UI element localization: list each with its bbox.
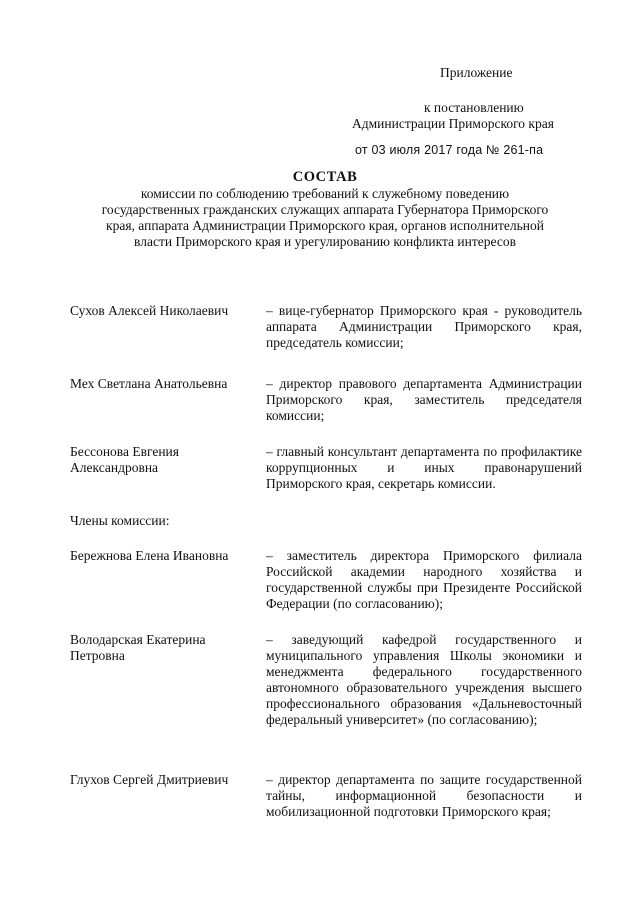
members-section-label: Члены комиссии: (70, 513, 170, 528)
member-role: – директор департамента по защите государственной тайны, информационной безопасности и мобилизационной подготовки Приморского края; (266, 772, 582, 819)
member-role: – главный консультант департамента по профилактике коррупционных и иных правонарушений Приморского края, секретарь комиссии. (266, 444, 582, 491)
member-name: Бережнова Елена Ивановна (70, 548, 229, 563)
member-name: Мех Светлана Анатольевна (70, 376, 228, 391)
appendix-issuer: Администрации Приморского края (352, 116, 554, 131)
member-role: – директор правового департамента Администрации Приморского края, заместитель председателя комиссии; (266, 376, 582, 423)
member-role: – заместитель директора Приморского филиала Российской академии народного хозяйства и государственной службы при Президенте Российской Федерации (по согласованию); (266, 548, 582, 611)
appendix-reference: к постановлению (424, 100, 524, 115)
resolution-date-number: от 03 июля 2017 года № 261-па (355, 143, 544, 157)
document-title: СОСТАВ (292, 169, 358, 185)
member-name: Бессонова Евгения Александровна (70, 444, 179, 475)
title-block (100, 168, 550, 250)
member-name: Глухов Сергей Дмитриевич (70, 772, 229, 787)
member-name: Сухов Алексей Николаевич (70, 303, 229, 318)
member-role: – вице-губернатор Приморского края - руководитель аппарата Администрации Приморского края, председатель комиссии; (266, 303, 582, 350)
member-role: – заведующий кафедрой государственного и муниципального управления Школы экономики и менеджмента федерального государственного автономного образовательного учреждения высшего профессионального образования «Дальневосточный федеральный университет» (по согласованию); (266, 632, 582, 727)
appendix-label: Приложение (440, 65, 513, 80)
member-name: Володарская Екатерина Петровна (70, 632, 206, 663)
document-subtitle: комиссии по соблюдению требований к служебному поведению государственных гражданских служащих аппарата Губернатора Приморского края, аппарата Администрации Приморского края, органов исполнительной власти Приморского края и урегулированию конфликта интересов (101, 186, 549, 249)
